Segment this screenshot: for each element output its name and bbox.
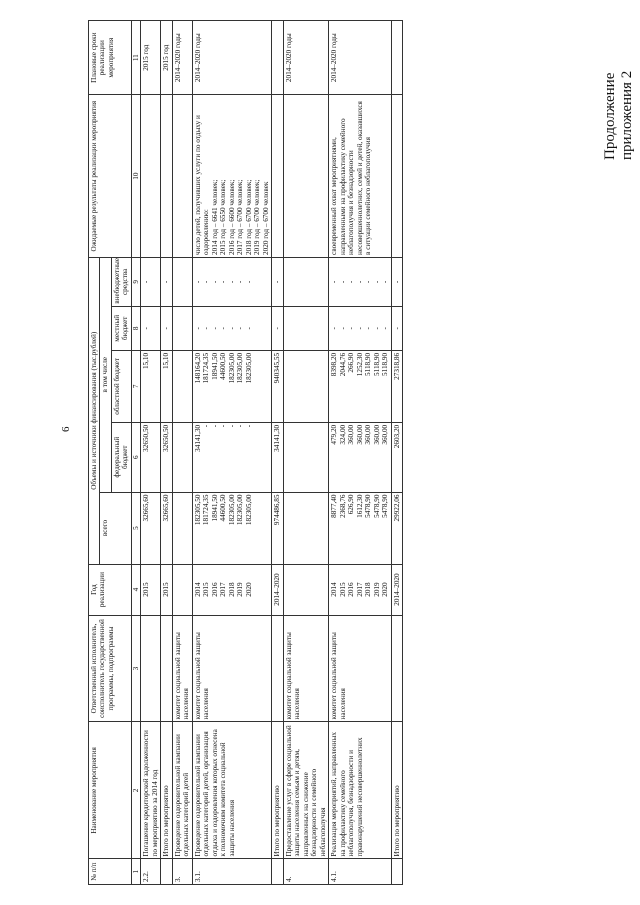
cell-results — [272, 95, 283, 258]
cell-federal — [172, 422, 192, 492]
cell-results — [172, 95, 192, 258]
cell-total: 8877,40 2368,76 626,90 1612,30 5478,90 5478,90 5478,90 — [329, 492, 391, 564]
cell-responsible — [391, 615, 402, 722]
cell-regional — [172, 350, 192, 422]
cell-results: своевременный охват мероприятиями, направленными на профилактику семейного неблагополучия и безнадзорности несовершеннолетних, семей и детей, оказавшихся в ситуации семейного неблагополучия — [329, 95, 391, 258]
cell-number — [391, 859, 402, 885]
cell-regional: 940345,55 — [272, 350, 283, 422]
cell-extrabudget: - - - - - - - — [192, 257, 271, 306]
header-terms: Плановые сроки реализации мероприятия — [89, 21, 132, 95]
header-extrabudget: внебюджетные средства — [111, 257, 131, 306]
cell-name: Проведение оздоровительной кампании отдельных категорий детей, организация отдыха и оздоровления которых отнесена к полномочиям комитета социальной защиты населения — [192, 722, 271, 859]
header-funding: Объемы и источники финансирования (тыс.рублей) — [89, 257, 100, 564]
cell-extrabudget: - — [272, 257, 283, 306]
cell-federal: 32650,50 — [161, 422, 172, 492]
cell-year — [172, 564, 192, 615]
col-number: 5 — [131, 492, 140, 564]
col-number: 2 — [131, 722, 140, 859]
cell-terms — [272, 21, 283, 95]
cell-name: Реализация мероприятий, направленных на профилактику семейного неблагополучия, безнадзорности и правонарушений несовершеннолетних — [329, 722, 391, 859]
cell-responsible: комитет социальной защиты населения — [192, 615, 271, 722]
cell-terms: 2015 год — [161, 21, 172, 95]
cell-terms: 2014–2020 годы — [192, 21, 271, 95]
cell-local: - — [391, 306, 402, 350]
cell-name: Проведение оздоровительной кампании отдельных категорий детей — [172, 722, 192, 859]
cell-federal: 32650,50 — [141, 422, 161, 492]
cell-name: Итого по мероприятию — [272, 722, 283, 859]
cell-regional: 15,10 — [161, 350, 172, 422]
cell-extrabudget — [283, 257, 328, 306]
col-number: 3 — [131, 615, 140, 722]
cell-federal — [283, 422, 328, 492]
cell-year: 2014 2015 2016 2017 2018 2019 2020 — [329, 564, 391, 615]
cell-regional: 8398,20 2044,76 266,90 1252,30 5118,90 5118,90 5118,90 — [329, 350, 391, 422]
cell-responsible: комитет социальной защиты населения — [172, 615, 192, 722]
table-row — [141, 21, 161, 885]
cell-year: 2014–2020 — [391, 564, 402, 615]
header-federal: федеральный бюджет — [111, 422, 131, 492]
cell-year: 2015 — [141, 564, 161, 615]
header-year: Год реализации — [89, 564, 132, 615]
cell-name: Погашение кредиторской задолженности по мероприятию за 2014 год — [141, 722, 161, 859]
cell-results — [391, 95, 402, 258]
cell-local: - - - - - - - — [329, 306, 391, 350]
cell-number: 3. — [172, 859, 192, 885]
cell-federal: 34141,30 - - - - - - — [192, 422, 271, 492]
table-body — [141, 21, 403, 885]
col-number: 6 — [131, 422, 140, 492]
table-row — [283, 21, 328, 885]
cell-extrabudget — [172, 257, 192, 306]
cell-name: Итого по мероприятию — [161, 722, 172, 859]
header-local: местный бюджет — [111, 306, 131, 350]
table-row — [391, 21, 402, 885]
cell-number: 3.1. — [192, 859, 271, 885]
cell-year: 2015 — [161, 564, 172, 615]
cell-total: 32665,60 — [141, 492, 161, 564]
header-including: в том числе — [100, 257, 111, 492]
cell-local — [283, 306, 328, 350]
cell-year — [283, 564, 328, 615]
cell-terms: 2015 год — [141, 21, 161, 95]
table-row — [272, 21, 283, 885]
cell-name: Предоставление услуг в сфере социальной защиты населения семьям и детям, направленных на снижение безнадзорности и семейного неблагополучия — [283, 722, 328, 859]
table-row — [329, 21, 391, 885]
cell-total — [172, 492, 192, 564]
cell-local: - — [161, 306, 172, 350]
cell-terms — [391, 21, 402, 95]
cell-year: 2014 2015 2016 2017 2018 2019 2020 — [192, 564, 271, 615]
header-regional: областной бюджет — [111, 350, 131, 422]
col-number: 4 — [131, 564, 140, 615]
cell-results — [161, 95, 172, 258]
table-row — [161, 21, 172, 885]
cell-regional — [283, 350, 328, 422]
cell-total: 32665,60 — [161, 492, 172, 564]
funding-table — [88, 20, 403, 885]
header-no: № п/п — [89, 859, 132, 885]
appendix-caption: Продолжение приложения 2 — [602, 70, 635, 160]
cell-number — [272, 859, 283, 885]
cell-results — [141, 95, 161, 258]
header-total: всего — [100, 492, 131, 564]
cell-responsible: комитет социальной защиты населения — [283, 615, 328, 722]
cell-number: 2.2. — [141, 859, 161, 885]
cell-local — [172, 306, 192, 350]
cell-extrabudget: - — [391, 257, 402, 306]
cell-number: 4. — [283, 859, 328, 885]
cell-regional: 27318,86 — [391, 350, 402, 422]
cell-regional: 148164,20 181724,35 18941,50 44600,50 182305,00 182305,00 182305,00 — [192, 350, 271, 422]
cell-results — [283, 95, 328, 258]
cell-terms: 2014–2020 годы — [172, 21, 192, 95]
cell-extrabudget: - - - - - - - — [329, 257, 391, 306]
column-numbers-row — [131, 21, 140, 885]
cell-regional: 15,10 — [141, 350, 161, 422]
cell-responsible — [272, 615, 283, 722]
cell-federal: 2603,20 — [391, 422, 402, 492]
header-name: Наименование мероприятия — [89, 722, 132, 859]
cell-terms: 2014–2020 годы — [283, 21, 328, 95]
cell-responsible — [161, 615, 172, 722]
cell-name: Итого по мероприятию — [391, 722, 402, 859]
cell-terms: 2014–2020 годы — [329, 21, 391, 95]
cell-responsible: комитет социальной защиты населения — [329, 615, 391, 722]
cell-extrabudget: - — [161, 257, 172, 306]
cell-total: 974486,85 — [272, 492, 283, 564]
table-row — [192, 21, 271, 885]
col-number: 9 — [131, 257, 140, 306]
cell-total — [283, 492, 328, 564]
table-header — [89, 21, 141, 885]
cell-total: 29922,06 — [391, 492, 402, 564]
cell-responsible — [141, 615, 161, 722]
col-number: 10 — [131, 95, 140, 258]
cell-number — [161, 859, 172, 885]
col-number: 11 — [131, 21, 140, 95]
cell-local: - — [141, 306, 161, 350]
page-number: 6 — [60, 426, 72, 432]
col-number: 7 — [131, 350, 140, 422]
cell-year: 2014–2020 — [272, 564, 283, 615]
cell-federal: 34141,30 — [272, 422, 283, 492]
cell-total: 182305,50 181724,35 18941,50 44600,50 182305,00 182305,00 182305,00 — [192, 492, 271, 564]
col-number: 8 — [131, 306, 140, 350]
cell-results: число детей, получивших услуги по отдыху и оздоровлению: 2014 год – 6641 человек; 2015 год – 6550 человек; 2016 год – 6600 человек; 2017 год – 6700 человек; 2018 год – 6700 человек; 2019 год – 6700 человек; 2020 год – 6700 человек — [192, 95, 271, 258]
cell-local: - — [272, 306, 283, 350]
col-number: 1 — [131, 859, 140, 885]
header-results: Ожидаемые результаты реализации мероприятия — [89, 95, 132, 258]
cell-federal: 479,20 324,00 360,00 360,00 360,00 360,00 360,00 — [329, 422, 391, 492]
header-responsible: Ответственный исполнитель, соисполнитель государственной программы, подпрограммы — [89, 615, 132, 722]
cell-extrabudget: - — [141, 257, 161, 306]
cell-local: - - - - - - - — [192, 306, 271, 350]
cell-number: 4.1. — [329, 859, 391, 885]
table-row — [172, 21, 192, 885]
